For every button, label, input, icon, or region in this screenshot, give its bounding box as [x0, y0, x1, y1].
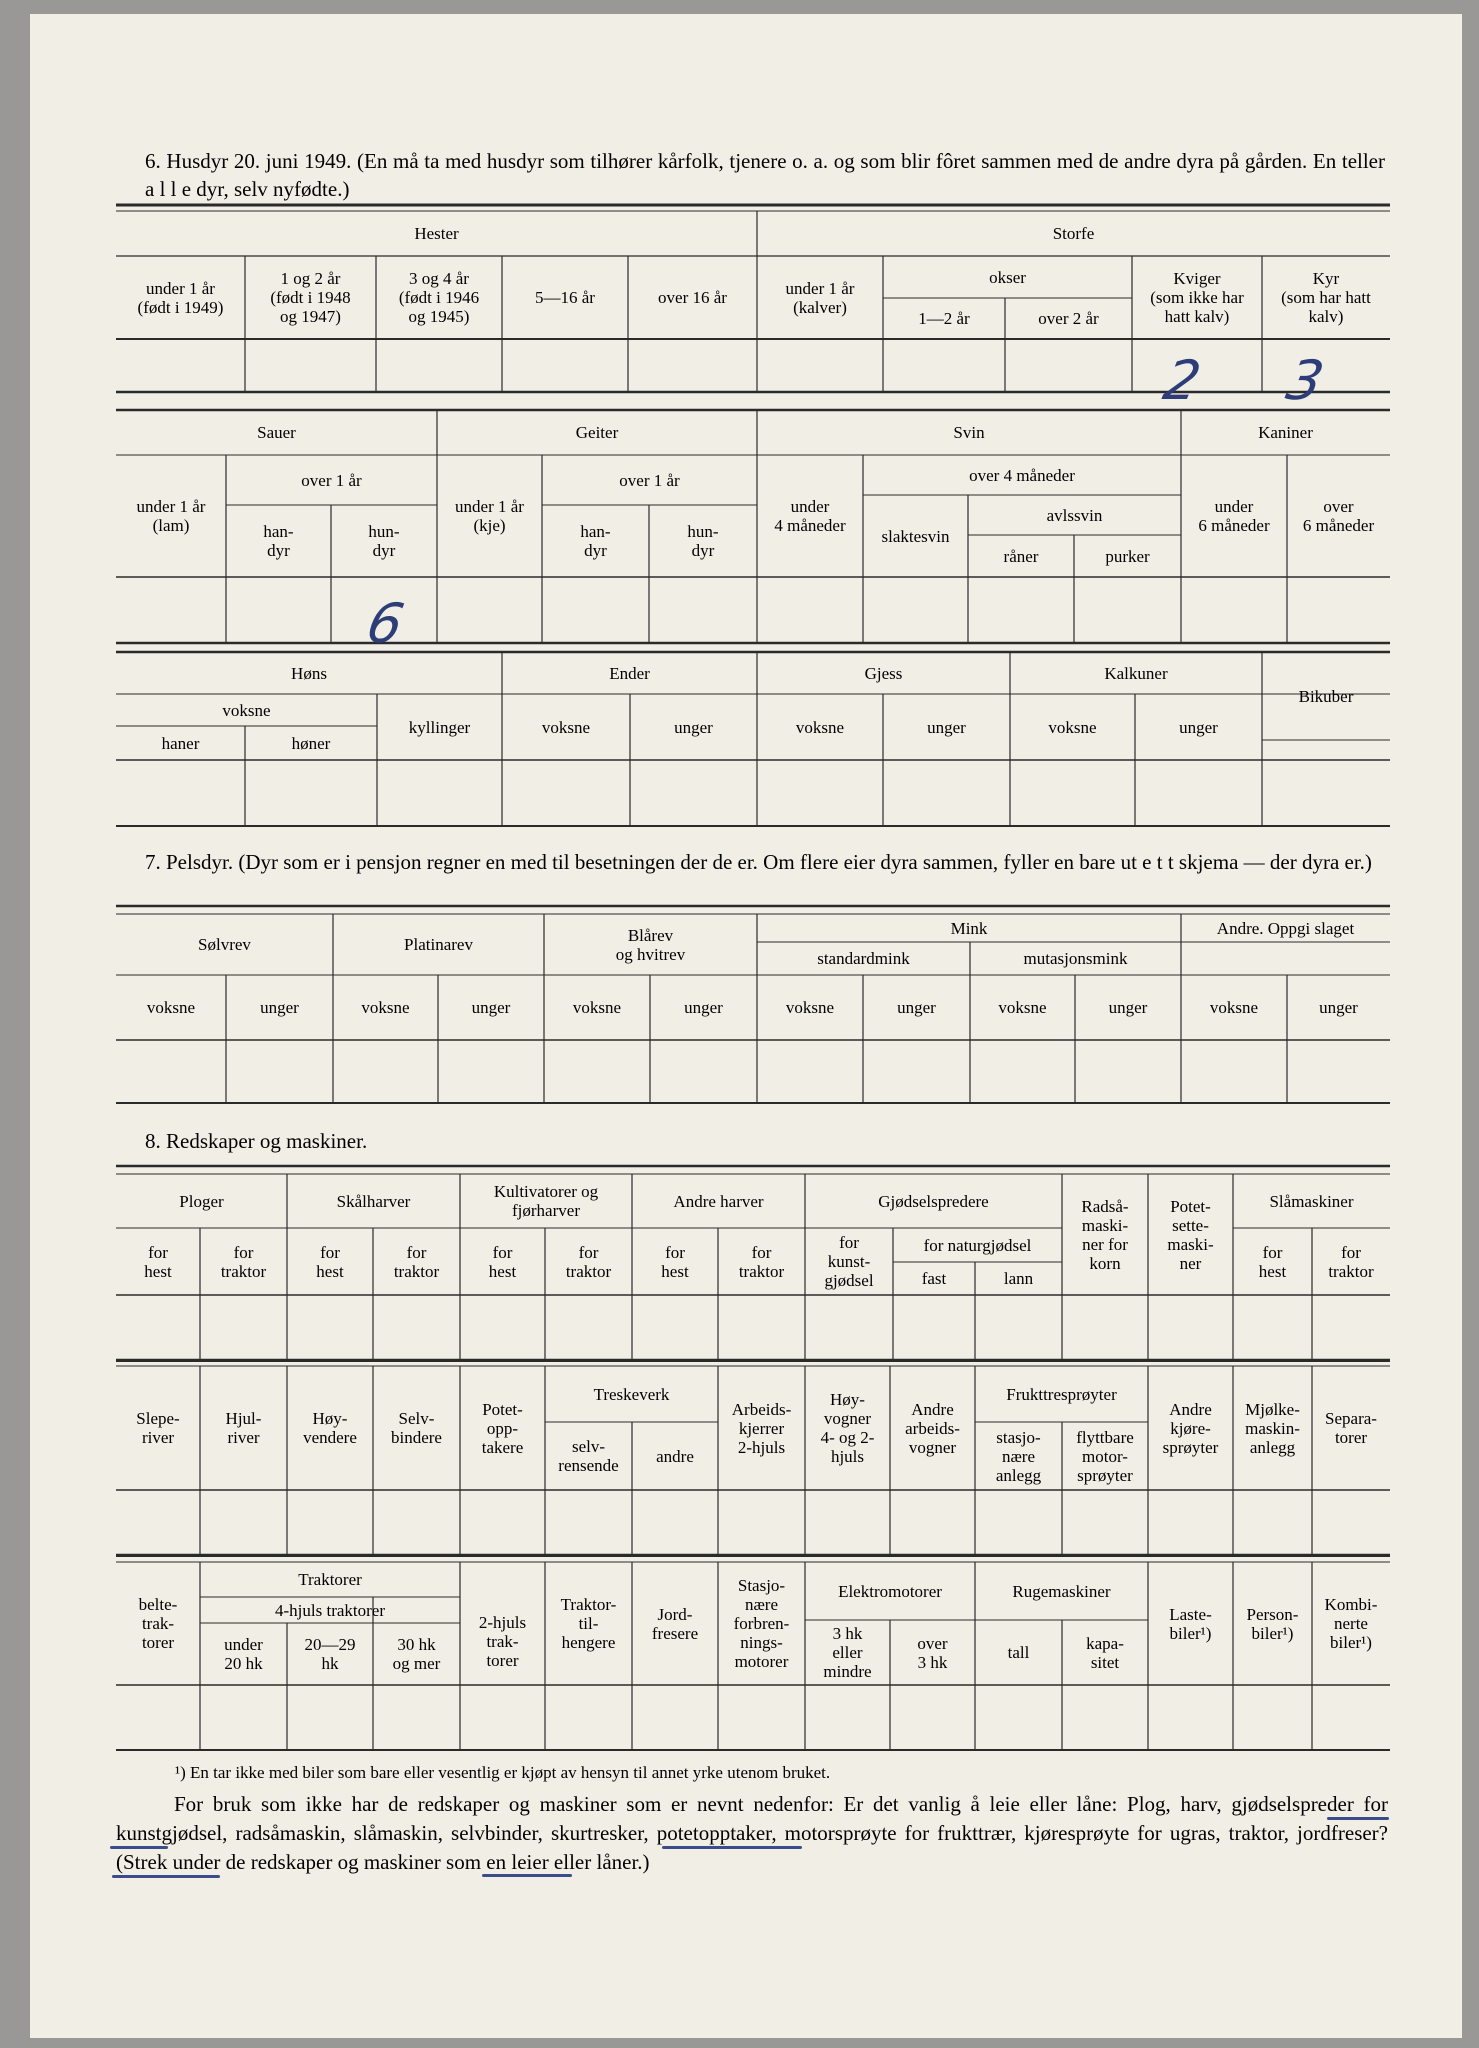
redskaper-3-header-cell: 4-hjuls traktorer: [275, 1600, 385, 1620]
pelsdyr-header-cell: unger: [471, 998, 511, 1017]
redskaper-3-header-cell: Elektromotorer: [838, 1581, 942, 1601]
redskaper-2-header-cell: selv- rensende: [558, 1437, 619, 1475]
husdyr-hester-storfe-header-cell: 5—16 år: [535, 288, 595, 307]
underline-traktor: [482, 1874, 572, 1877]
redskaper-1-header-cell: for hest: [661, 1242, 689, 1281]
underline-plog: [1327, 1817, 1389, 1820]
husdyr-sauer-geiter-svin-kaniner-header-cell: under 4 måneder: [774, 497, 846, 535]
husdyr-sauer-geiter-svin-kaniner-header-cell: under 6 måneder: [1198, 497, 1270, 535]
husdyr-fjorfe-header-cell: unger: [674, 717, 713, 737]
redskaper-1-header-cell: Potet- sette- maski- ner: [1167, 1196, 1214, 1273]
pelsdyr-header-cell: unger: [260, 998, 299, 1017]
husdyr-fjorfe-header-cell: unger: [927, 717, 966, 737]
husdyr-hester-storfe-header-cell: over 2 år: [1038, 309, 1099, 328]
redskaper-3-header-cell: 2-hjuls trak- torer: [478, 1612, 527, 1670]
redskaper-3-header-cell: 30 hk og mer: [392, 1635, 441, 1673]
pelsdyr-header-cell: voksne: [146, 998, 196, 1017]
husdyr-sauer-geiter-svin-kaniner-header-cell: under 1 år (lam): [136, 497, 206, 535]
husdyr-fjorfe-header-cell: voksne: [541, 717, 591, 737]
pelsdyr-header-cell: unger: [897, 998, 936, 1017]
husdyr-sauer-geiter-svin-kaniner-header-cell: han- dyr: [580, 522, 611, 560]
husdyr-fjorfe-header-cell: høner: [291, 733, 331, 753]
redskaper-1-header-cell: Andre harver: [673, 1191, 764, 1211]
redskaper-3-header-cell: Stasjo- nære forbren- nings- motorer: [733, 1576, 790, 1671]
redskaper-1-header-cell: for hest: [488, 1242, 517, 1281]
pelsdyr-header-cell: unger: [684, 998, 723, 1017]
pelsdyr-header-cell: voksne: [572, 998, 622, 1017]
redskaper-1-header-cell: lann: [1003, 1269, 1034, 1288]
husdyr-sauer-geiter-svin-kaniner-header-cell: over 6 måneder: [1302, 497, 1375, 535]
redskaper-1-header-cell: for traktor: [738, 1242, 785, 1281]
redskaper-2-header-cell: Separa- torer: [1325, 1409, 1377, 1447]
pelsdyr-header-cell: voksne: [1209, 998, 1259, 1017]
redskaper-1-header-cell: for naturgjødsel: [923, 1235, 1032, 1255]
redskaper-3-header-cell: Kombi- nerte biler¹): [1324, 1595, 1378, 1652]
redskaper-1-header-cell: Kultivatorer og fjørharver: [493, 1182, 599, 1220]
husdyr-sauer-geiter-svin-kaniner-header-cell: råner: [1003, 546, 1039, 566]
redskaper-1-header-cell: Skålharver: [336, 1191, 411, 1211]
pelsdyr-header-cell: voksne: [785, 998, 835, 1017]
redskaper-2-header-cell: Mjølke- maskin- anlegg: [1245, 1399, 1300, 1457]
underline-frukttraer: [112, 1875, 220, 1878]
pelsdyr-header-cell: Andre. Oppgi slaget: [1216, 918, 1355, 938]
husdyr-sauer-geiter-svin-kaniner-header-cell: over 1 år: [619, 470, 680, 490]
pelsdyr-header-cell: mutasjonsmink: [1023, 949, 1128, 968]
husdyr-sauer-geiter-svin-kaniner-header-cell: avlssvin: [1046, 505, 1103, 525]
redskaper-1-header-cell: for hest: [316, 1242, 344, 1281]
section-8-heading: 8. Redskaper og maskiner.: [145, 1129, 368, 1153]
husdyr-hester-storfe-header-cell: under 1 år (kalver): [785, 278, 855, 317]
husdyr-fjorfe-header-cell: Kalkuner: [1104, 663, 1168, 683]
husdyr-sauer-geiter-svin-kaniner-header-cell: hun- dyr: [368, 522, 400, 560]
pelsdyr-header-cell: unger: [1108, 998, 1148, 1017]
redskaper-1-header-cell: for hest: [1258, 1242, 1287, 1281]
husdyr-fjorfe-header-cell: Høns: [291, 663, 327, 683]
redskaper-3-header-cell: under 20 hk: [224, 1635, 263, 1673]
husdyr-sauer-geiter-svin-kaniner-header-cell: Sauer: [257, 423, 296, 442]
husdyr-sauer-geiter-svin-kaniner-header-cell: slaktesvin: [881, 526, 950, 546]
husdyr-fjorfe-header-cell: Gjess: [864, 663, 903, 683]
husdyr-sauer-geiter-svin-kaniner-header-cell: over 4 måneder: [969, 465, 1075, 485]
husdyr-fjorfe-header-cell: Ender: [609, 663, 650, 683]
husdyr-fjorfe-header-cell: voksne: [222, 700, 271, 720]
redskaper-1-header-cell: for kunst- gjødsel: [824, 1233, 874, 1290]
redskaper-3-header-cell: Jord- fresere: [651, 1604, 699, 1643]
section-6-heading: 6. Husdyr 20. juni 1949. (En må ta med husdyr som tilhører kårfolk, tjenere o. a. og som blir fôret sammen med de andre dyra på gården. En teller a l l e dyr, selv nyfødte.): [145, 149, 1385, 201]
husdyr-sauer-geiter-svin-kaniner-header-cell: Geiter: [575, 423, 619, 442]
husdyr-sauer-geiter-svin-kaniner-header-cell: hun- dyr: [687, 522, 719, 560]
redskaper-3-header-cell: 20—29 hk: [304, 1635, 356, 1673]
redskaper-3-header-cell: belte- trak- torer: [138, 1595, 178, 1652]
redskaper-3-header-cell: Laste- biler¹): [1169, 1604, 1212, 1643]
redskaper-3-header-cell: Rugemaskiner: [1012, 1581, 1111, 1601]
redskaper-2-header-cell: flyttbare motor- sprøyter: [1076, 1427, 1134, 1485]
pelsdyr-header-cell: Platinarev: [404, 935, 473, 954]
redskaper-3-header-cell: 3 hk eller mindre: [823, 1624, 872, 1681]
redskaper-2-header-cell: Potet- opp- takere: [481, 1399, 524, 1457]
redskaper-3-header-cell: Person- biler¹): [1246, 1604, 1299, 1643]
handwritten-kyr: 3: [1281, 349, 1330, 412]
pelsdyr-header-cell: voksne: [361, 998, 410, 1017]
closing-paragraph: [116, 1790, 1388, 1877]
handwritten-kviger: 2: [1158, 349, 1207, 412]
pelsdyr-header-cell: Mink: [950, 918, 988, 938]
husdyr-fjorfe-header-cell: Bikuber: [1298, 686, 1354, 706]
husdyr-hester-storfe-header-cell: under 1 år (født i 1949): [137, 278, 224, 317]
husdyr-hester-storfe-header-cell: Kyr (som har hatt kalv): [1281, 269, 1371, 326]
husdyr-hester-storfe-header-cell: okser: [989, 267, 1026, 287]
pelsdyr-header-cell: voksne: [998, 998, 1047, 1017]
redskaper-3-header-cell: Traktor- til- hengere: [560, 1595, 617, 1652]
pelsdyr-header-cell: standardmink: [817, 949, 910, 968]
husdyr-sauer-geiter-svin-kaniner-header-cell: Kaniner: [1258, 423, 1313, 442]
pelsdyr-header-cell: Sølvrev: [198, 935, 251, 954]
underline-slamaskin: [662, 1846, 802, 1849]
redskaper-1-header-cell: for traktor: [220, 1242, 267, 1281]
husdyr-hester-storfe-header-cell: Hester: [414, 224, 459, 243]
husdyr-fjorfe-header-cell: unger: [1179, 717, 1218, 737]
redskaper-3-header-cell: tall: [1007, 1643, 1030, 1662]
husdyr-hester-storfe-header-cell: over 16 år: [658, 288, 727, 307]
redskaper-2-header-cell: Arbeids- kjerrer 2-hjuls: [731, 1399, 792, 1457]
redskaper-1-header-cell: for traktor: [565, 1242, 612, 1281]
redskaper-2-header-cell: Frukttresprøyter: [1006, 1384, 1117, 1404]
redskaper-2-header-cell: Slepe- river: [136, 1409, 180, 1447]
redskaper-2-header-cell: Hjul- river: [225, 1409, 262, 1447]
redskaper-2-header-cell: Selv- bindere: [391, 1409, 442, 1447]
redskaper-3-header-cell: Traktorer: [298, 1570, 362, 1589]
husdyr-fjorfe-header-cell: voksne: [1048, 717, 1097, 737]
husdyr-sauer-geiter-svin-kaniner-header-cell: over 1 år: [301, 470, 362, 490]
redskaper-1-header-cell: fast: [921, 1269, 947, 1288]
husdyr-hester-storfe-header-cell: 3 og 4 år (født i 1946 og 1945): [398, 269, 480, 326]
redskaper-1-header-cell: Ploger: [179, 1191, 224, 1211]
closing-text: For bruk som ikke har de redskaper og maskiner som er nevnt nedenfor: Er det vanlig å leie eller låne: Plog, harv, gjødselspreder for kunstgjødsel, radsåmaskin, slåmaskin, selvbinder, skurtresker, potetopptaker, motorsprøyte for frukttrær, kjøresprøyte for ugras, traktor, jordfreser? (Strek under de redskaper og maskiner som en leier eller låner.): [116, 1792, 1388, 1874]
underline-harv: [110, 1846, 168, 1849]
redskaper-2-header-cell: Høy- vogner 4- og 2- hjuls: [820, 1390, 875, 1466]
redskaper-1-header-cell: for traktor: [393, 1242, 440, 1281]
husdyr-hester-storfe-header-cell: 1 og 2 år (født i 1948 og 1947): [270, 269, 351, 326]
husdyr-hester-storfe-header-cell: Storfe: [1052, 224, 1095, 243]
husdyr-fjorfe-header-cell: haner: [161, 733, 200, 753]
husdyr-sauer-geiter-svin-kaniner-header-cell: purker: [1105, 546, 1150, 566]
redskaper-2-header-cell: stasjo- nære anlegg: [995, 1427, 1042, 1485]
redskaper-1-header-cell: Radså- maski- ner for korn: [1081, 1196, 1129, 1273]
redskaper-1-header-cell: Gjødselspredere: [878, 1191, 989, 1211]
pelsdyr-header-cell: unger: [1319, 998, 1358, 1017]
section-7-heading: 7. Pelsdyr. (Dyr som er i pensjon regner en med til besetningen der de er. Om flere eier dyra sammen, fyller en bare ut e t t skjema — der dyra er.): [145, 850, 1372, 874]
redskaper-1-header-cell: Slåmaskiner: [1269, 1191, 1354, 1211]
husdyr-fjorfe-header-cell: voksne: [795, 717, 845, 737]
redskaper-2-header-cell: Treskeverk: [593, 1384, 670, 1404]
redskaper-2-header-cell: Andre arbeids- vogner: [905, 1399, 960, 1457]
husdyr-fjorfe-header-cell: kyllinger: [408, 717, 471, 737]
redskaper-2-header-cell: Andre kjøre- sprøyter: [1162, 1399, 1219, 1457]
handwritten-sauer-hundyr: 6: [361, 592, 410, 655]
redskaper-2-header-cell: Høy- vendere: [303, 1409, 357, 1447]
husdyr-sauer-geiter-svin-kaniner-header-cell: Svin: [953, 423, 985, 442]
husdyr-hester-storfe-header-cell: 1—2 år: [918, 309, 970, 328]
footnote: ¹) En tar ikke med biler som bare eller vesentlig er kjøpt av hensyn til annet yrke utenom bruket.: [175, 1763, 831, 1782]
redskaper-3-header-cell: kapa- sitet: [1086, 1633, 1124, 1672]
redskaper-3-header-cell: over 3 hk: [917, 1633, 948, 1672]
redskaper-1-header-cell: for hest: [144, 1242, 172, 1281]
husdyr-sauer-geiter-svin-kaniner-header-cell: under 1 år (kje): [455, 497, 524, 535]
pelsdyr-header-cell: Blårev og hvitrev: [615, 925, 686, 964]
husdyr-hester-storfe-header-cell: Kviger (som ikke har hatt kalv): [1150, 269, 1244, 326]
redskaper-2-header-cell: andre: [656, 1446, 694, 1466]
husdyr-sauer-geiter-svin-kaniner-header-cell: han- dyr: [263, 522, 294, 560]
redskaper-1-header-cell: for traktor: [1328, 1242, 1374, 1281]
